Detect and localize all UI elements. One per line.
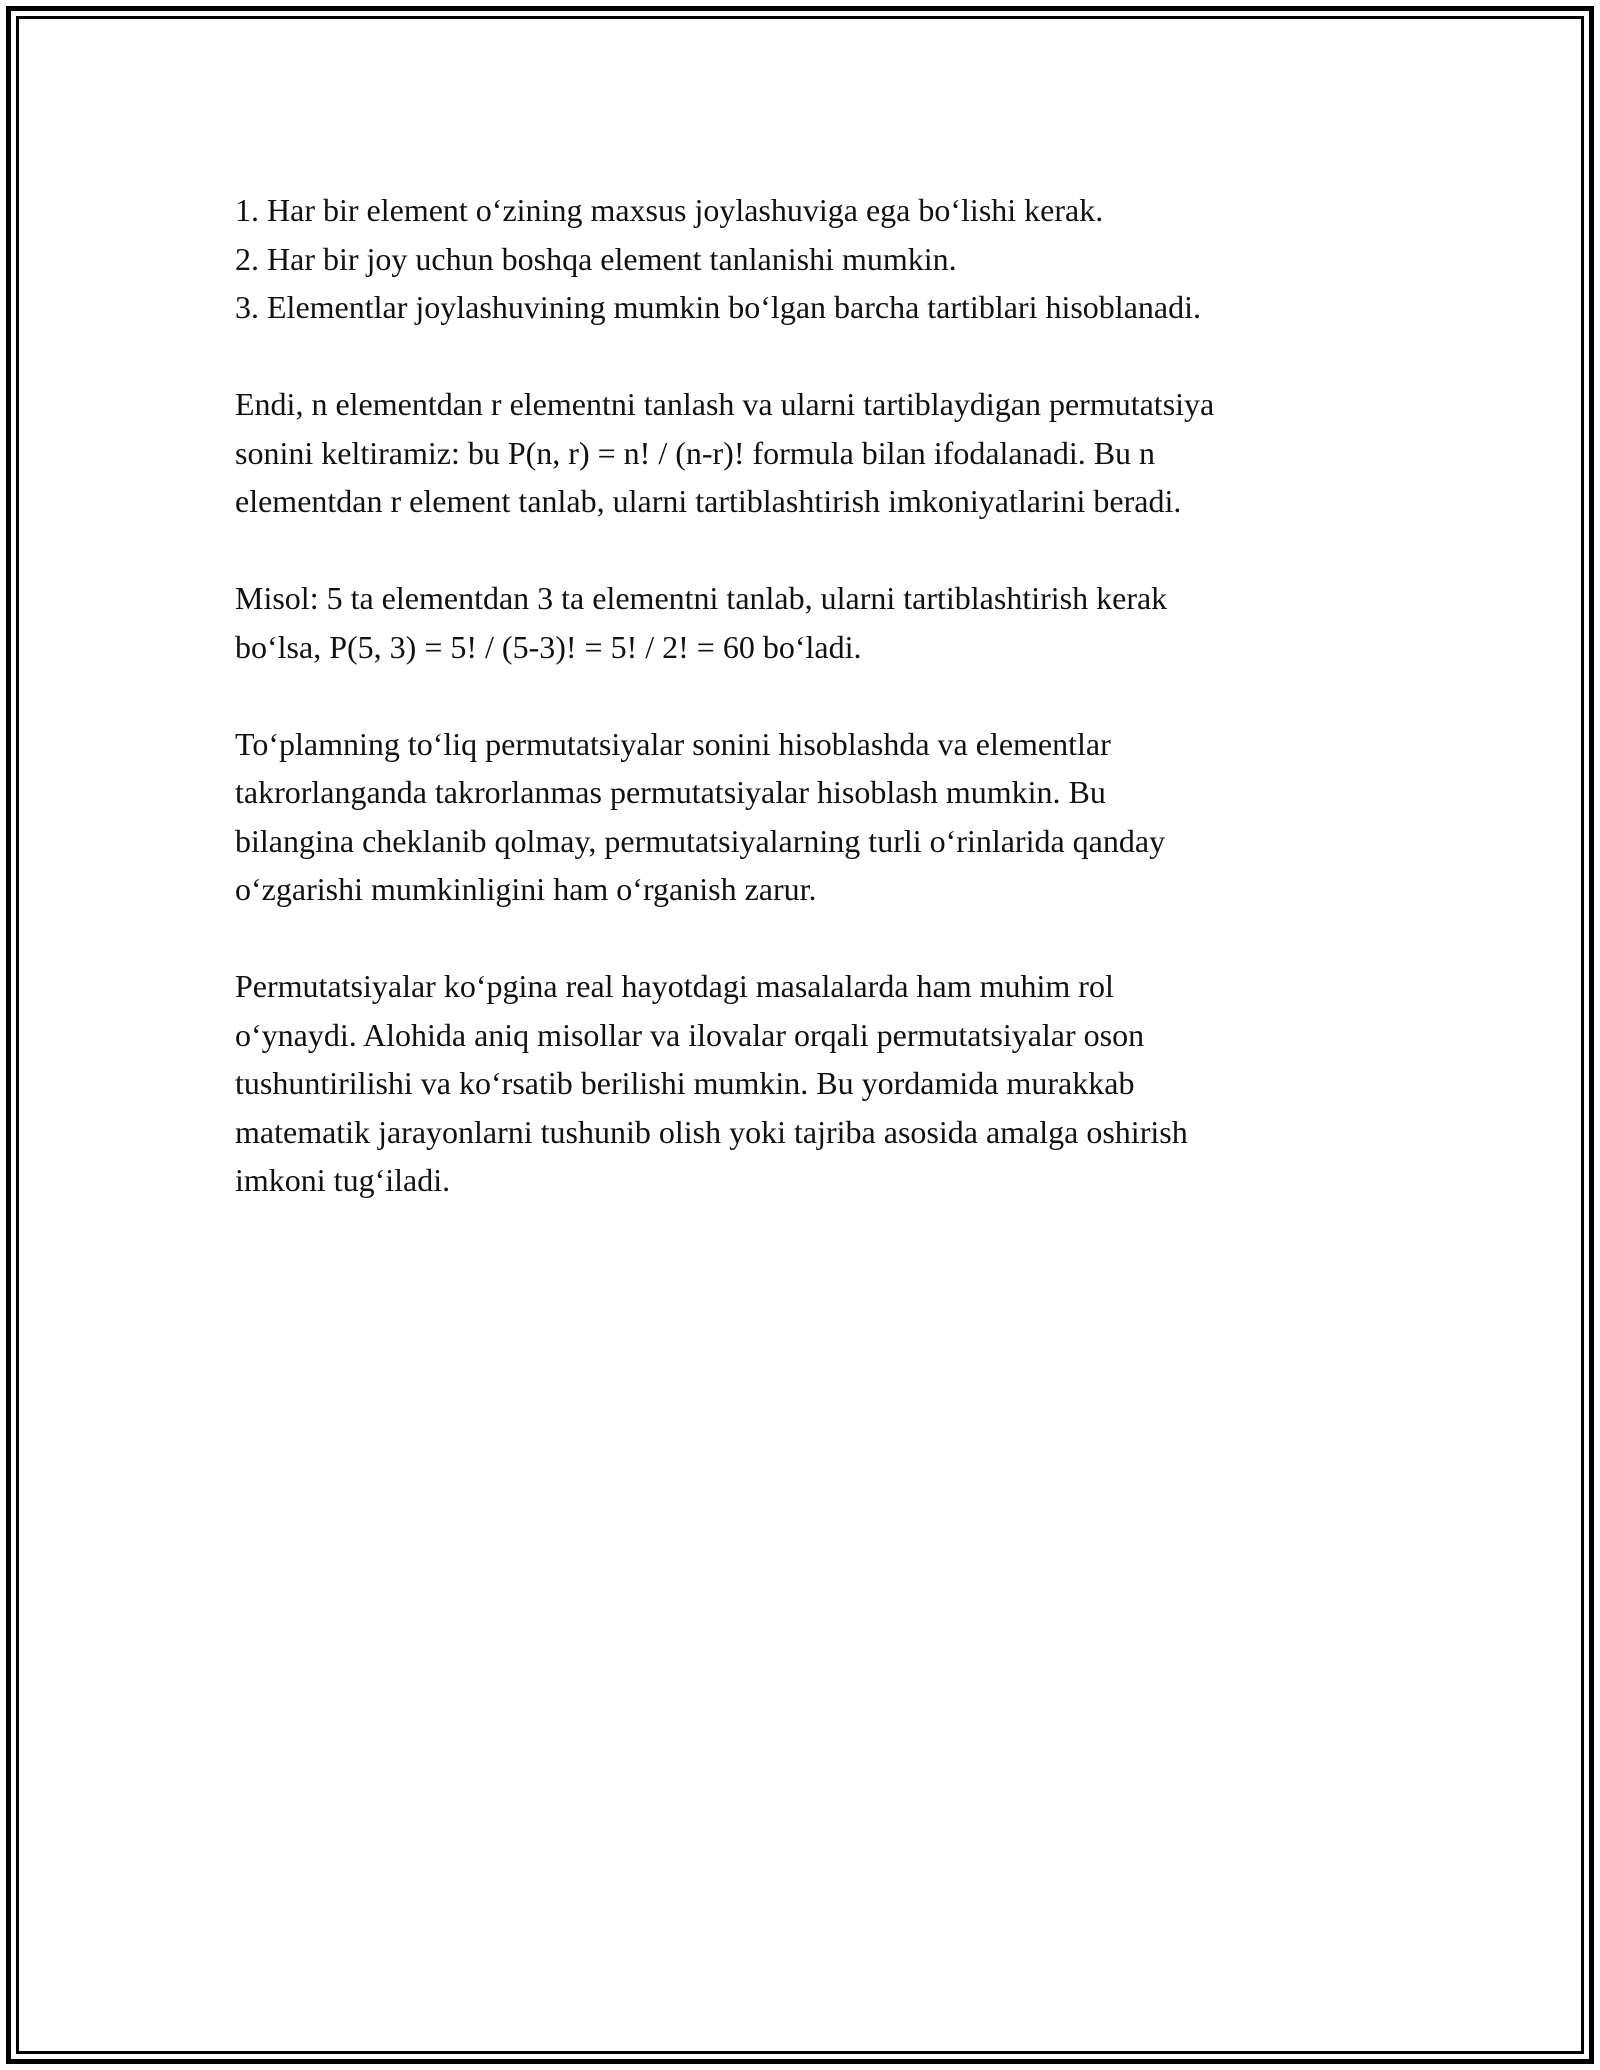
paragraph-line: Permutatsiyalar ko‘pgina real hayotdagi masalalarda ham muhim rol xyxy=(235,968,1114,1004)
paragraph-line: To‘plamning to‘liq permutatsiyalar sonini hisoblashda va elementlar xyxy=(235,725,1111,762)
paragraph-line: sonini keltiramiz: bu P(n, r) = n! / (n-r)! formula bilan ifodalanadi. Bu n xyxy=(235,434,1156,471)
list-item: 1. Har bir element o‘zining maxsus joylashuviga ega bo‘lishi kerak. xyxy=(235,192,1104,228)
paragraph-line: takrorlanganda takrorlanmas permutatsiyalar hisoblash mumkin. Bu xyxy=(235,774,1106,810)
paragraph-line: o‘zgarishi mumkinligini ham o‘rganish zarur. xyxy=(235,871,817,907)
paragraph-line: bilangina cheklanib qolmay, permutatsiyalarning turli o‘rinlarida qanday xyxy=(235,822,1166,859)
paragraph-line: matematik jarayonlarni tushunib olish yoki tajriba asosida amalga oshirish xyxy=(235,1113,1188,1150)
paragraph-line: elementdan r element tanlab, ularni tartiblashtirish imkoniyatlarini beradi. xyxy=(235,483,1182,519)
paragraph-line: Endi, n elementdan r elementni tanlash va ularni tartiblaydigan permutatsiya xyxy=(235,386,1215,422)
numbered-list xyxy=(235,186,1385,332)
paragraph-full-permutations xyxy=(235,720,1385,914)
paragraph-applications xyxy=(235,962,1385,1205)
document-body xyxy=(235,186,1385,1205)
paragraph-line: bo‘lsa, P(5, 3) = 5! / (5-3)! = 5! / 2! = 60 bo‘ladi. xyxy=(235,628,862,665)
paragraph-line: imkoni tug‘iladi. xyxy=(235,1162,451,1198)
paragraph-formula xyxy=(235,380,1385,526)
paragraph-line: tushuntirilishi va ko‘rsatib berilishi mumkin. Bu yordamida murakkab xyxy=(235,1065,1135,1101)
paragraph-example xyxy=(235,574,1385,671)
list-item: 2. Har bir joy uchun boshqa element tanlanishi mumkin. xyxy=(235,240,957,277)
list-item: 3. Elementlar joylashuvining mumkin bo‘lgan barcha tartiblari hisoblanadi. xyxy=(235,289,1201,325)
paragraph-line: o‘ynaydi. Alohida aniq misollar va ilovalar orqali permutatsiyalar oson xyxy=(235,1016,1145,1053)
paragraph-line: Misol: 5 ta elementdan 3 ta elementni tanlab, ularni tartiblashtirish kerak xyxy=(235,580,1168,616)
